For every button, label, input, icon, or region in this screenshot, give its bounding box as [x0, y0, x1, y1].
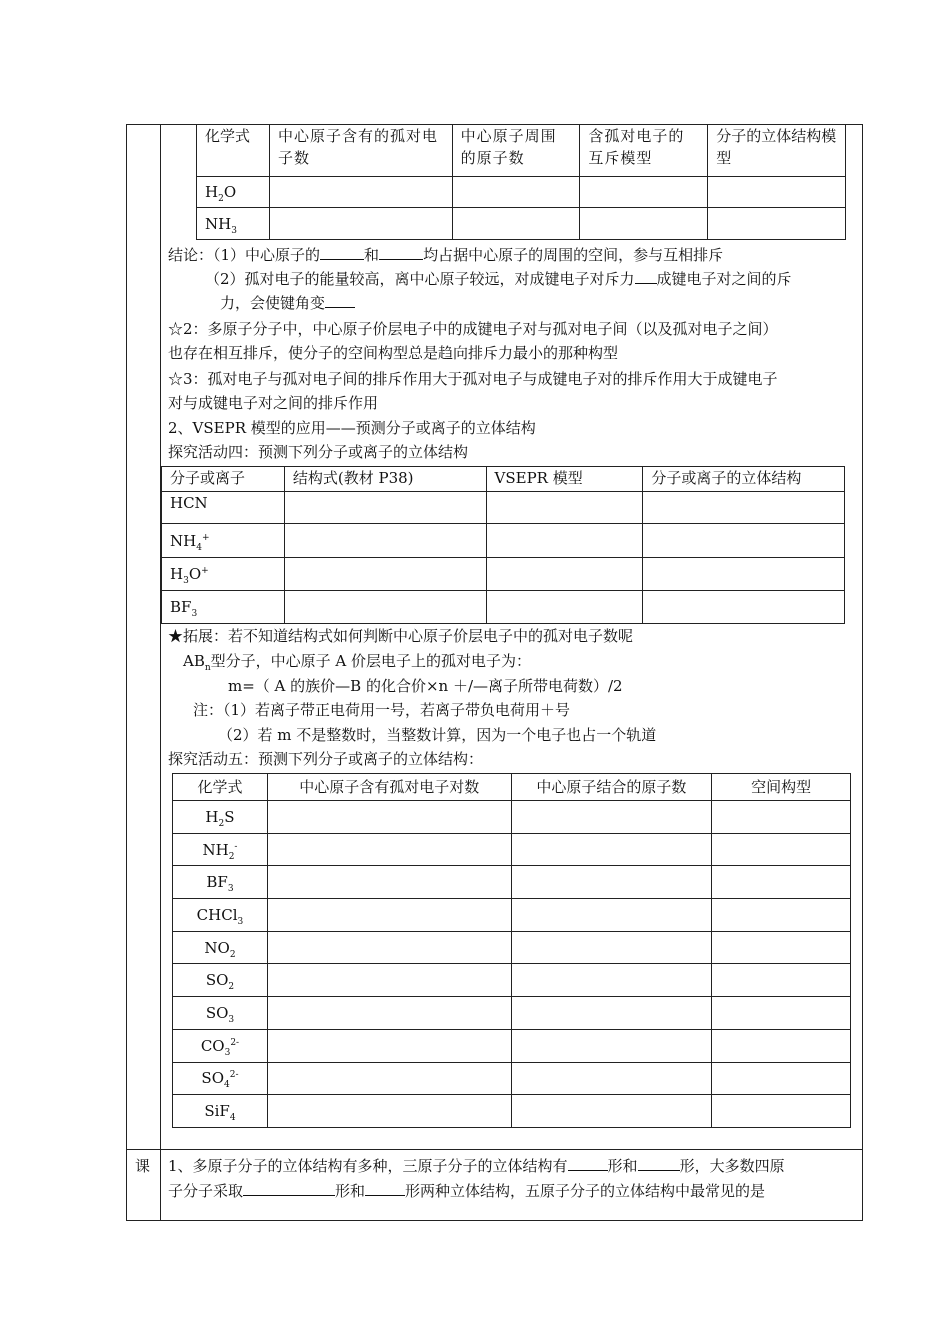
answer-cell[interactable] [486, 591, 643, 624]
fill-blank[interactable] [638, 1156, 680, 1171]
formula-cell: $CO_3^{2-}$ [173, 1029, 268, 1062]
extension-note-2: （2）若 m 不是整数时，当整数计算，因为一个电子也占一个轨道 [218, 726, 657, 744]
answer-cell[interactable] [712, 931, 851, 964]
formula-cell: $H_3O^+$ [162, 558, 285, 591]
star3-line-1: ☆3：孤对电子与孤对电子间的排斥作用大于孤对电子与成键电子对的排斥作用大于成键电子 [168, 370, 778, 388]
section-2-title: 2、VSEPR 模型的应用——预测分子或离子的立体结构 [168, 419, 536, 437]
answer-cell[interactable] [267, 899, 511, 932]
answer-cell[interactable] [269, 177, 452, 208]
table-row [173, 801, 851, 834]
header-cell: 分子或离子的立体结构 [643, 467, 845, 492]
answer-cell[interactable] [708, 177, 846, 208]
answer-cell[interactable] [267, 866, 511, 899]
answer-cell[interactable] [580, 177, 708, 208]
answer-cell[interactable] [643, 558, 845, 591]
table-header-row [173, 774, 851, 801]
header-cell: 中心原子含有的孤对电子数 [269, 125, 452, 177]
table-row [162, 591, 845, 624]
header-cell: 含孤对电子的互斥模型 [580, 125, 708, 177]
table-header-row [162, 467, 845, 492]
answer-cell[interactable] [511, 964, 712, 997]
summary-line-2: 子分子采取 形和 形两种立体结构，五原子分子的立体结构中最常见的是 [168, 1182, 766, 1200]
answer-cell[interactable] [712, 1029, 851, 1062]
table-spatial-structure [172, 773, 851, 1128]
answer-cell[interactable] [269, 208, 452, 240]
answer-cell[interactable] [267, 801, 511, 834]
answer-cell[interactable] [511, 1095, 712, 1128]
conclusion-line-2: （2）孤对电子的能量较高，离中心原子较远，对成键电子对斥力 成键电子对之间的斥 [205, 270, 792, 288]
fill-blank[interactable] [243, 1181, 335, 1196]
table-row [173, 833, 851, 866]
star2-line-1: ☆2：多原子分子中，中心原子价层电子中的成键电子对与孤对电子间（以及孤对电子之间） [168, 320, 778, 338]
table-row [173, 931, 851, 964]
answer-cell[interactable] [284, 591, 486, 624]
formula-cell: $NH_3$ [197, 208, 270, 240]
answer-cell[interactable] [267, 964, 511, 997]
formula-cell: $H_2S$ [173, 801, 268, 834]
formula-cell: $SO_3$ [173, 997, 268, 1030]
table-row [197, 208, 846, 240]
fill-blank[interactable] [568, 1156, 608, 1171]
table-header-row [197, 125, 846, 177]
fill-blank[interactable] [379, 245, 423, 260]
table-row [162, 492, 845, 524]
table-row [173, 866, 851, 899]
answer-cell[interactable] [511, 801, 712, 834]
header-cell: 中心原子含有孤对电子对数 [267, 774, 511, 801]
answer-cell[interactable] [580, 208, 708, 240]
side-label: 课 [135, 1157, 151, 1175]
header-cell: 分子的立体结构模型 [708, 125, 846, 177]
extension-ab-line: $AB_n$型分子，中心原子 A 价层电子上的孤对电子为： [183, 652, 532, 673]
answer-cell[interactable] [511, 1062, 712, 1095]
formula-cell: $H_2O$ [197, 177, 270, 208]
answer-cell[interactable] [511, 866, 712, 899]
header-cell: 化学式 [197, 125, 270, 177]
answer-cell[interactable] [643, 524, 845, 558]
conclusion-line-1: 结论：（1）中心原子的 和 均占据中心原子的周围的空间，参与互相排斥 [168, 246, 724, 264]
header-cell: VSEPR 模型 [486, 467, 643, 492]
left-column-divider [160, 124, 161, 1221]
fill-blank[interactable] [365, 1181, 405, 1196]
extension-formula: m=（ A 的族价—B 的化合价×n ＋/—离子所带电荷数）/2 [228, 677, 623, 695]
answer-cell[interactable] [486, 558, 643, 591]
table-row [173, 1095, 851, 1128]
table-row [197, 177, 846, 208]
formula-cell: CHCl$_3$ [173, 899, 268, 932]
answer-cell[interactable] [486, 492, 643, 524]
answer-cell[interactable] [712, 899, 851, 932]
answer-cell[interactable] [486, 524, 643, 558]
formula-cell: $SO_2$ [173, 964, 268, 997]
activity-5-title: 探究活动五：预测下列分子或离子的立体结构： [168, 750, 484, 768]
answer-cell[interactable] [284, 492, 486, 524]
table-row [162, 524, 845, 558]
answer-cell[interactable] [708, 208, 846, 240]
answer-cell[interactable] [511, 997, 712, 1030]
answer-cell[interactable] [267, 1029, 511, 1062]
header-cell: 化学式 [173, 774, 268, 801]
answer-cell[interactable] [511, 1029, 712, 1062]
answer-cell[interactable] [284, 524, 486, 558]
answer-cell[interactable] [712, 833, 851, 866]
answer-cell[interactable] [511, 899, 712, 932]
answer-cell[interactable] [712, 1095, 851, 1128]
fill-blank[interactable] [635, 269, 657, 284]
formula-cell: $BF_3$ [162, 591, 285, 624]
header-cell: 中心原子周围的原子数 [452, 125, 580, 177]
header-cell: 中心原子结合的原子数 [511, 774, 712, 801]
answer-cell[interactable] [452, 177, 580, 208]
answer-cell[interactable] [511, 931, 712, 964]
answer-cell[interactable] [511, 833, 712, 866]
answer-cell[interactable] [712, 866, 851, 899]
answer-cell[interactable] [643, 591, 845, 624]
answer-cell[interactable] [267, 1062, 511, 1095]
answer-cell[interactable] [712, 964, 851, 997]
answer-cell[interactable] [712, 1062, 851, 1095]
fill-blank[interactable] [325, 293, 355, 308]
formula-cell: $NH_2^-$ [173, 833, 268, 866]
answer-cell[interactable] [643, 492, 845, 524]
table-lone-pairs [196, 124, 846, 240]
formula-cell: HCN [162, 492, 285, 524]
header-cell: 结构式(教材 P38) [284, 467, 486, 492]
formula-cell: SiF$_4$ [173, 1095, 268, 1128]
extension-note-1: 注：（1）若离子带正电荷用一号，若离子带负电荷用＋号 [193, 701, 571, 719]
summary-line-1: 1、多原子分子的立体结构有多种，三原子分子的立体结构有 形和 形，大多数四原 [168, 1157, 785, 1175]
conclusion-line-3: 力，会使键角变 [220, 293, 355, 313]
table-row [173, 964, 851, 997]
answer-cell[interactable] [267, 1095, 511, 1128]
formula-cell: $BF_3$ [173, 866, 268, 899]
table-row [162, 558, 845, 591]
table-row [173, 1029, 851, 1062]
table-row [173, 899, 851, 932]
formula-cell: $SO_4^{2-}$ [173, 1062, 268, 1095]
header-cell: 分子或离子 [162, 467, 285, 492]
answer-cell[interactable] [712, 801, 851, 834]
answer-cell[interactable] [284, 558, 486, 591]
header-cell: 空间构型 [712, 774, 851, 801]
table-row [173, 1062, 851, 1095]
answer-cell[interactable] [712, 997, 851, 1030]
answer-cell[interactable] [452, 208, 580, 240]
fill-blank[interactable] [320, 245, 364, 260]
answer-cell[interactable] [267, 833, 511, 866]
section-divider [126, 1149, 863, 1150]
activity-4-title: 探究活动四：预测下列分子或离子的立体结构 [168, 443, 469, 461]
table-vsepr-prediction [161, 466, 845, 624]
table-row [173, 997, 851, 1030]
star3-line-2: 对与成键电子对之间的排斥作用 [168, 394, 379, 412]
star2-line-2: 也存在相互排斥，使分子的空间构型总是趋向排斥力最小的那种构型 [168, 344, 619, 362]
extension-title: ★拓展：若不知道结构式如何判断中心原子价层电子中的孤对电子数呢 [168, 627, 634, 645]
answer-cell[interactable] [267, 931, 511, 964]
formula-cell: $NH_4^+$ [162, 524, 285, 558]
formula-cell: $NO_2$ [173, 931, 268, 964]
answer-cell[interactable] [267, 997, 511, 1030]
